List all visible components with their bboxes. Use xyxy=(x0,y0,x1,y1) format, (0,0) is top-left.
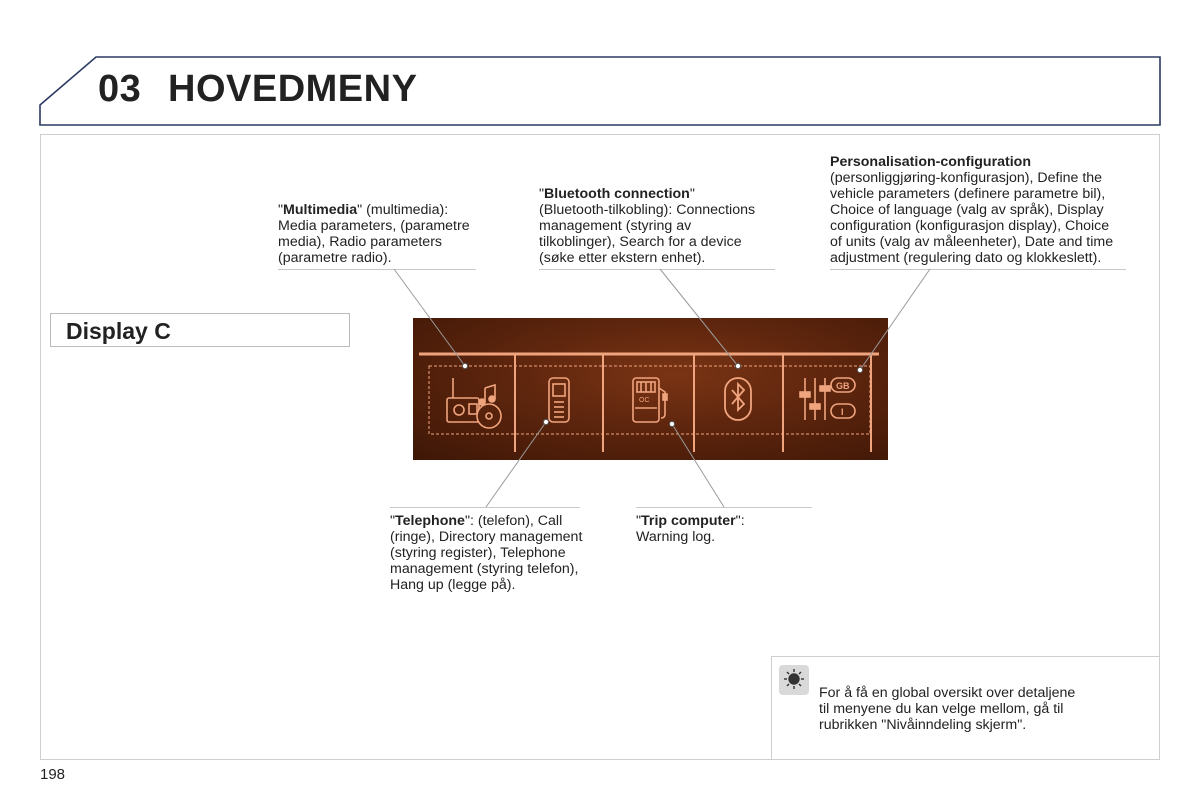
callout-multimedia-line: (parametre radio). xyxy=(278,250,392,266)
callout-overline xyxy=(390,507,580,508)
fuel-label: OC xyxy=(639,397,650,404)
callout-underline xyxy=(830,269,1126,270)
display-screen xyxy=(413,318,888,460)
callout-multimedia-line: media), Radio parameters xyxy=(278,234,443,250)
telephone-icon[interactable] xyxy=(549,378,569,422)
callout-personalisation-line: of units (valg av måleenheter), Date and time xyxy=(830,234,1114,250)
callout-underline xyxy=(539,269,775,270)
callout-telephone-line: Hang up (legge på). xyxy=(390,577,516,593)
callout-telephone-line: : (telefon), Call xyxy=(469,513,563,529)
callout-multimedia-line: (multimedia): xyxy=(362,202,449,218)
section-label: Display C xyxy=(66,318,171,344)
callout-trip-line: : xyxy=(740,513,745,529)
chapter-number: 03 xyxy=(98,68,142,110)
lightbulb-icon xyxy=(779,665,809,695)
callout-personalisation-title: Personalisation-configuration xyxy=(830,154,1032,170)
callout-telephone-line: management (styring telefon), xyxy=(390,561,579,577)
tip-text xyxy=(819,685,1139,733)
callout-telephone-line: (styring register), Telephone xyxy=(390,545,566,561)
callout-personalisation-line: vehicle parameters (definere parametre bil), xyxy=(830,186,1106,202)
callout-bluetooth-line: (Bluetooth-tilkobling): Connections xyxy=(539,202,756,218)
callout-multimedia: "Multimedia" (multimedia): Media parameters, (parametre media), Radio parameters (parametre radio). xyxy=(278,202,470,266)
tip-line: rubrikken "Nivåinndeling skjerm". xyxy=(819,717,1027,733)
bluetooth-icon[interactable] xyxy=(725,378,751,420)
callout-personalisation xyxy=(830,154,1113,266)
language-badge: GB xyxy=(836,381,850,391)
callout-personalisation-line: Choice of language (valg av språk), Display xyxy=(830,202,1104,218)
tip-icon xyxy=(779,665,809,695)
callout-personalisation-line: (personliggjøring-konfigurasjon), Define the xyxy=(830,170,1103,186)
callout-multimedia-line: Media parameters, (parametre xyxy=(278,218,470,234)
callout-trip-title: Trip computer xyxy=(641,513,736,529)
multimedia-icon[interactable] xyxy=(447,378,501,428)
tip-line: til menyene du kan velge mellom, gå til xyxy=(819,701,1064,717)
section-tab xyxy=(50,313,350,347)
callout-telephone-title: Telephone xyxy=(395,513,465,529)
callout-personalisation-line: adjustment (regulering dato og klokkeslett). xyxy=(830,250,1102,266)
callout-bluetooth-line: (søke etter ekstern enhet). xyxy=(539,250,706,266)
callout-multimedia-title: Multimedia xyxy=(283,202,358,218)
callout-bluetooth: "Bluetooth connection" (Bluetooth-tilkobling): Connections management (styring av tilkoblinger), Search for a device (søke etter ekstern enhet). xyxy=(539,186,756,266)
callout-telephone-line: (ringe), Directory management xyxy=(390,529,583,545)
callout-bluetooth-title: Bluetooth connection xyxy=(544,186,690,202)
callout-underline xyxy=(278,269,476,270)
page-number: 198 xyxy=(40,766,66,783)
callout-personalisation-line: configuration (konfigurasjon display), Choice xyxy=(830,218,1110,234)
trip-computer-icon[interactable] xyxy=(633,378,667,422)
callout-bluetooth-line: tilkoblinger), Search for a device xyxy=(539,234,742,250)
personalisation-icon[interactable] xyxy=(800,378,855,420)
chapter-title: HOVEDMENY xyxy=(168,68,418,110)
callout-bluetooth-line: management (styring av xyxy=(539,218,692,234)
unit-badge: I xyxy=(841,407,844,417)
callout-trip-line: Warning log. xyxy=(636,529,716,545)
callout-overline xyxy=(636,507,812,508)
tip-line: For å få en global oversikt over detaljene xyxy=(819,685,1076,701)
callout-telephone: "Telephone": (telefon), Call (ringe), Directory management (styring register), Telephone management (styring telefon), Hang up (legge på). xyxy=(390,513,583,593)
display-graphics xyxy=(413,318,888,460)
callout-trip-computer: "Trip computer": Warning log. xyxy=(636,513,745,545)
